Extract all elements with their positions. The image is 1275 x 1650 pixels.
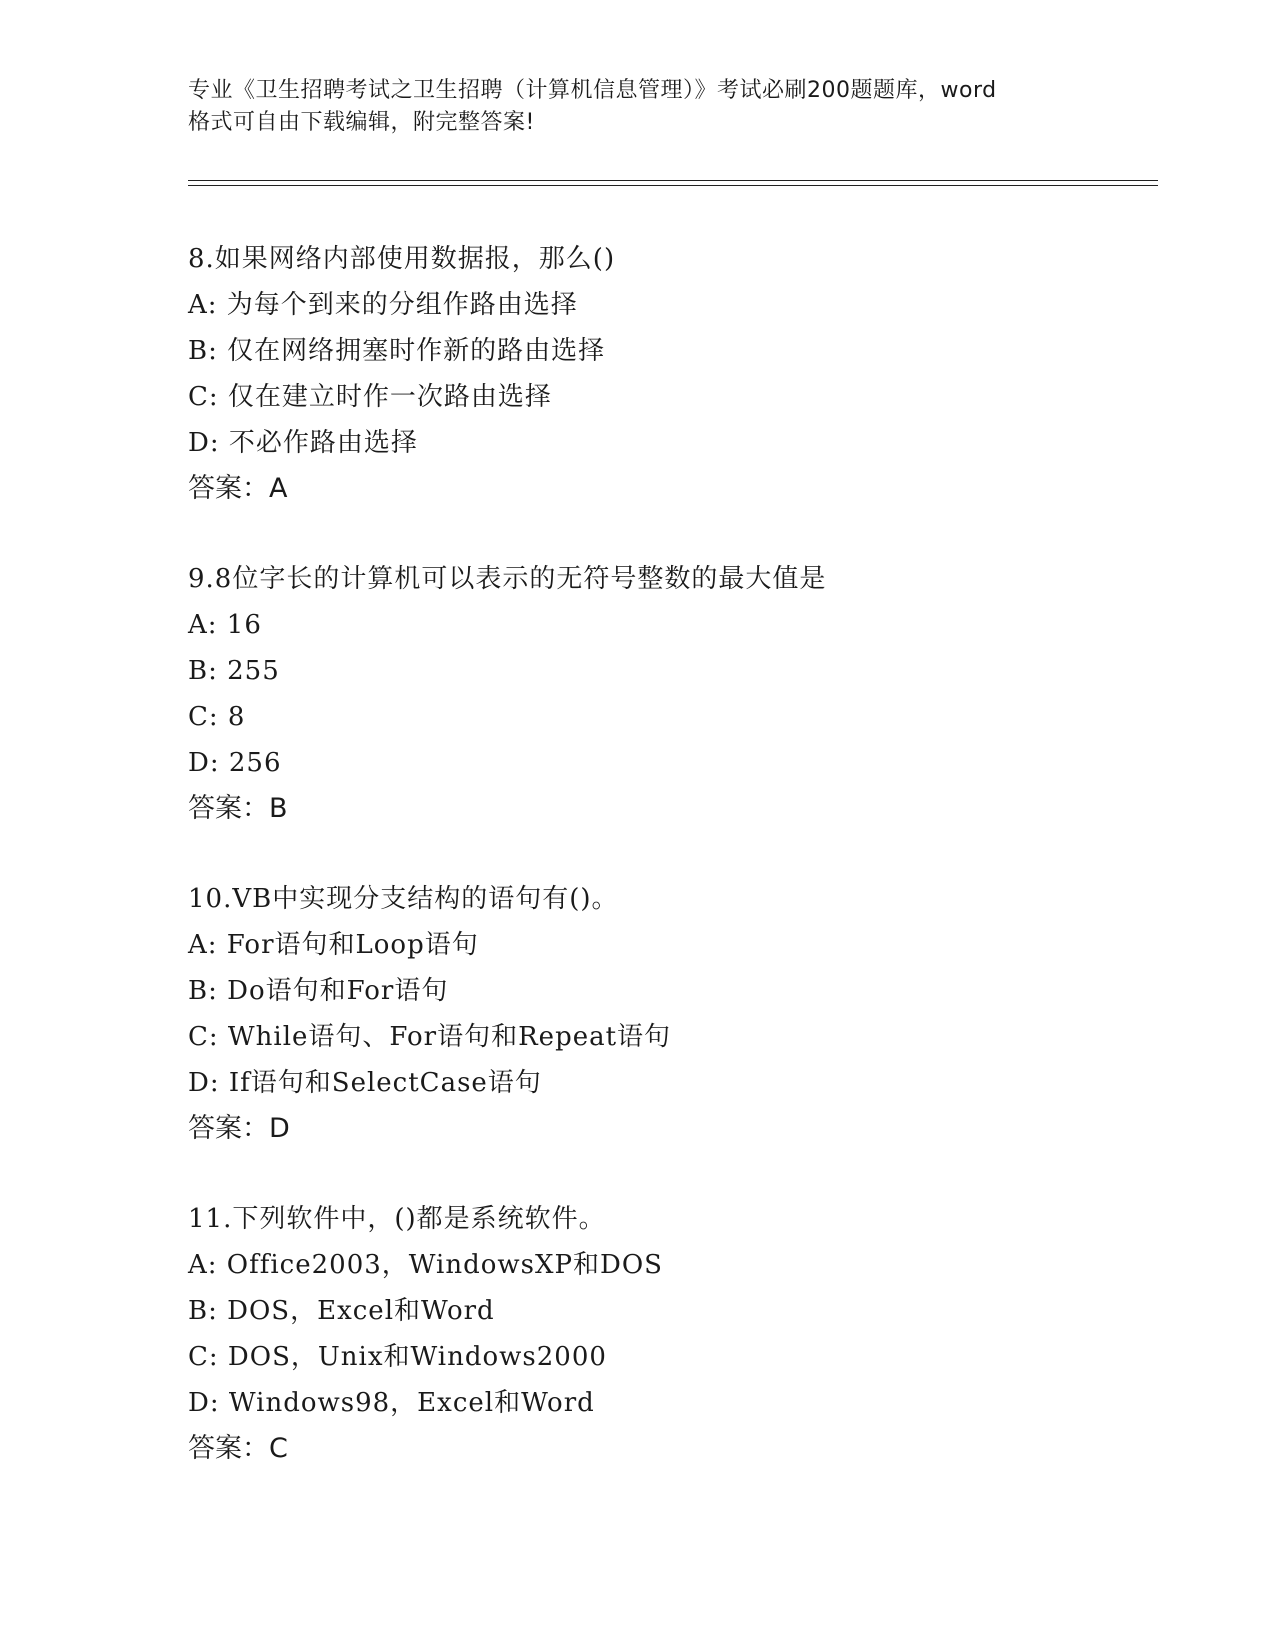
answer-label: 答案：D bbox=[188, 1113, 290, 1144]
option-b: B: 255 bbox=[188, 656, 280, 686]
option-c: C: DOS，Unix和Windows2000 bbox=[188, 1342, 607, 1372]
question-block bbox=[188, 556, 1148, 832]
option-a: A: 16 bbox=[188, 610, 262, 640]
header-line-1: 专业《卫生招聘考试之卫生招聘（计算机信息管理）》考试必刷200题题库，word bbox=[188, 78, 997, 103]
question-stem: 11.下列软件中，()都是系统软件。 bbox=[188, 1204, 606, 1234]
option-c: C: 仅在建立时作一次路由选择 bbox=[188, 382, 552, 412]
question-stem: 8.如果网络内部使用数据报，那么() bbox=[188, 244, 616, 274]
option-c: C: 8 bbox=[188, 702, 246, 732]
question-block bbox=[188, 1196, 1148, 1472]
option-d: D: 不必作路由选择 bbox=[188, 428, 418, 458]
answer-label: 答案：A bbox=[188, 473, 288, 504]
option-a: A: For语句和Loop语句 bbox=[188, 930, 479, 960]
header-line-2: 格式可自由下载编辑，附完整答案! bbox=[188, 110, 535, 135]
header-divider-bottom bbox=[188, 185, 1158, 186]
option-d: D: 256 bbox=[188, 748, 282, 778]
document-header bbox=[188, 75, 1088, 139]
option-d: D: If语句和SelectCase语句 bbox=[188, 1068, 542, 1098]
option-c: C: While语句、For语句和Repeat语句 bbox=[188, 1022, 672, 1052]
option-b: B: 仅在网络拥塞时作新的路由选择 bbox=[188, 336, 606, 366]
question-stem: 9.8位字长的计算机可以表示的无符号整数的最大值是 bbox=[188, 564, 827, 594]
option-b: B: Do语句和For语句 bbox=[188, 976, 449, 1006]
answer-label: 答案：B bbox=[188, 793, 288, 824]
option-a: A: Office2003，WindowsXP和DOS bbox=[188, 1250, 663, 1280]
answer-label: 答案：C bbox=[188, 1433, 288, 1464]
header-divider-top bbox=[188, 180, 1158, 181]
option-a: A: 为每个到来的分组作路由选择 bbox=[188, 290, 578, 320]
option-b: B: DOS，Excel和Word bbox=[188, 1296, 495, 1326]
question-block bbox=[188, 236, 1148, 512]
option-d: D: Windows98，Excel和Word bbox=[188, 1388, 595, 1418]
question-stem: 10.VB中实现分支结构的语句有()。 bbox=[188, 884, 619, 914]
question-block bbox=[188, 876, 1148, 1152]
